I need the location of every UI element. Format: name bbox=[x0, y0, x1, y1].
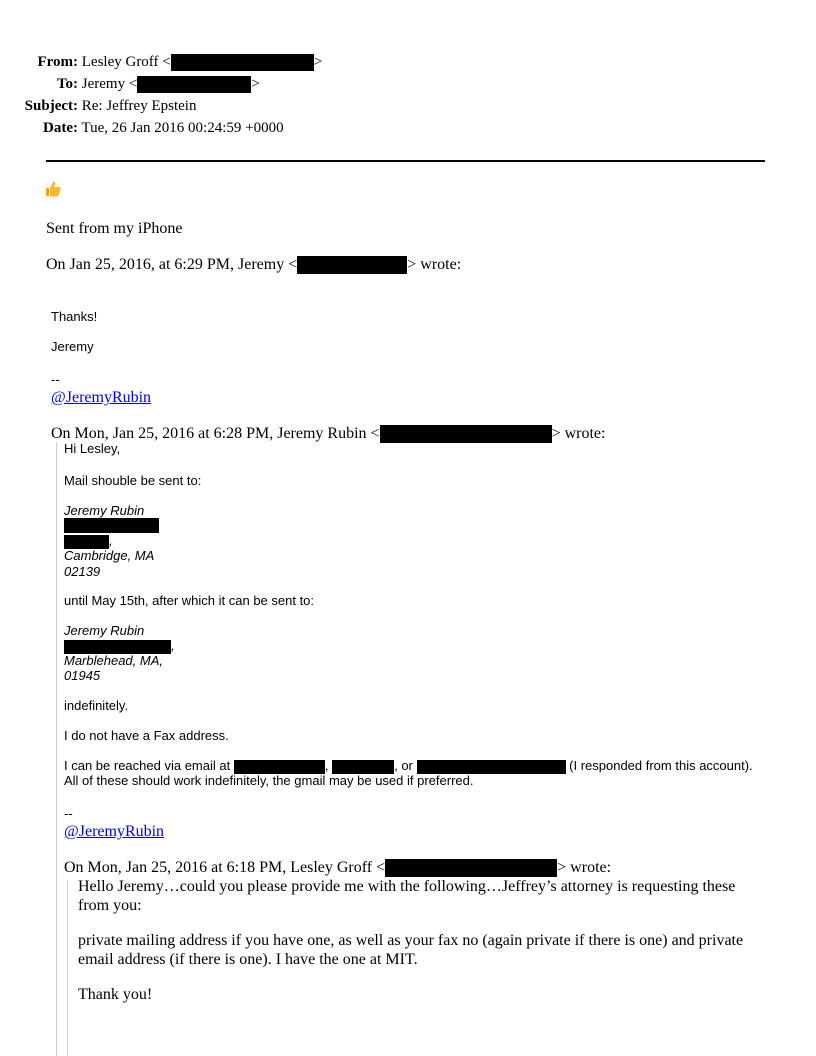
reach-line bbox=[64, 758, 753, 774]
mail-sent-text: Mail shouble be sent to: bbox=[64, 473, 202, 488]
reach-end: (I responded from this account). bbox=[569, 758, 753, 773]
to-value: Jeremy < bbox=[81, 76, 138, 92]
redaction-box bbox=[64, 518, 159, 533]
redaction-box bbox=[332, 760, 394, 774]
date-label: Date: bbox=[43, 120, 78, 136]
addr1-line2 bbox=[64, 533, 113, 549]
reach-or: , or bbox=[394, 758, 413, 773]
reply2-intro-text: On Mon, Jan 25, 2016 at 6:28 PM, Jeremy Rubin < bbox=[51, 425, 380, 442]
addr2-zip: 01945 bbox=[64, 668, 101, 683]
quote-bar-outer bbox=[56, 442, 57, 1056]
from-value: Lesley Groff < bbox=[81, 54, 171, 70]
addr2-comma: , bbox=[171, 638, 175, 653]
reach-text: I can be reached via email at bbox=[64, 758, 231, 773]
redaction-box bbox=[380, 425, 552, 443]
hi-text: Hi Lesley, bbox=[64, 441, 121, 456]
thumbs-up-icon bbox=[44, 180, 64, 200]
addr1-city: Cambridge, MA bbox=[64, 548, 155, 563]
reply3-intro bbox=[64, 859, 611, 877]
redaction-box bbox=[417, 760, 566, 774]
reply3-intro-end: > wrote: bbox=[557, 859, 612, 876]
subject-value: Re: Jeffrey Epstein bbox=[81, 98, 197, 114]
redaction-box bbox=[137, 76, 251, 93]
close-bracket: > bbox=[251, 76, 260, 92]
addr2-city: Marblehead, MA, bbox=[64, 653, 163, 668]
reach-line-2: All of these should work indefinitely, the gmail may be used if preferred. bbox=[64, 773, 474, 788]
date-value: Tue, 26 Jan 2016 00:24:59 +0000 bbox=[81, 120, 284, 136]
hello-line-1: Hello Jeremy…could you please provide me with the following…Jeffrey’s attorney is requesting these bbox=[78, 878, 736, 895]
handle-link-2[interactable]: @JeremyRubin bbox=[64, 823, 165, 840]
no-fax-text: I do not have a Fax address. bbox=[64, 728, 229, 743]
reply1-intro-text: On Jan 25, 2016, at 6:29 PM, Jeremy < bbox=[46, 256, 298, 273]
addr2-name: Jeremy Rubin bbox=[64, 623, 145, 638]
reply3-intro-text: On Mon, Jan 25, 2016 at 6:18 PM, Lesley Groff < bbox=[64, 859, 386, 876]
header-from bbox=[6, 54, 322, 71]
addr1-zip: 02139 bbox=[64, 564, 101, 579]
reply1-intro-end: > wrote: bbox=[407, 256, 462, 273]
redaction-box bbox=[171, 54, 314, 71]
hello-line-2: from you: bbox=[78, 897, 142, 914]
header-subject bbox=[6, 98, 196, 115]
addr1-comma: , bbox=[109, 533, 113, 548]
thanks-text: Thanks! bbox=[51, 309, 98, 324]
quote-bar-inner bbox=[67, 880, 68, 1056]
name-text: Jeremy bbox=[51, 339, 94, 354]
subject-label: Subject: bbox=[24, 98, 78, 114]
thankyou-text: Thank you! bbox=[78, 986, 153, 1003]
private-line-2: email address (if there is one). I have the one at MIT. bbox=[78, 951, 418, 968]
reply2-intro-end: > wrote: bbox=[551, 425, 606, 442]
addr2-line2 bbox=[64, 638, 175, 654]
redaction-box bbox=[64, 640, 171, 654]
addr1-name: Jeremy Rubin bbox=[64, 503, 145, 518]
header-date bbox=[6, 120, 284, 137]
reach-comma: , bbox=[324, 758, 329, 773]
signature-text: Sent from my iPhone bbox=[46, 220, 183, 237]
header-to bbox=[6, 76, 260, 93]
sig-dashes: -- bbox=[51, 372, 60, 387]
reply2-intro bbox=[51, 425, 605, 443]
reply1-intro bbox=[46, 256, 461, 274]
handle-link[interactable]: @JeremyRubin bbox=[51, 389, 152, 406]
redaction-box bbox=[64, 535, 109, 549]
redaction-box bbox=[234, 760, 325, 774]
from-label: From: bbox=[37, 54, 78, 70]
redaction-box bbox=[297, 256, 407, 274]
private-line-1: private mailing address if you have one, as well as your fax no (again private if there is one) and private bbox=[78, 932, 744, 949]
close-bracket: > bbox=[313, 54, 323, 70]
sig-dashes-2: -- bbox=[64, 806, 73, 821]
header-divider bbox=[46, 160, 765, 162]
to-label: To: bbox=[56, 76, 78, 92]
indefinitely-text: indefinitely. bbox=[64, 698, 129, 713]
until-text: until May 15th, after which it can be sent to: bbox=[64, 593, 315, 608]
redaction-box bbox=[385, 859, 557, 877]
